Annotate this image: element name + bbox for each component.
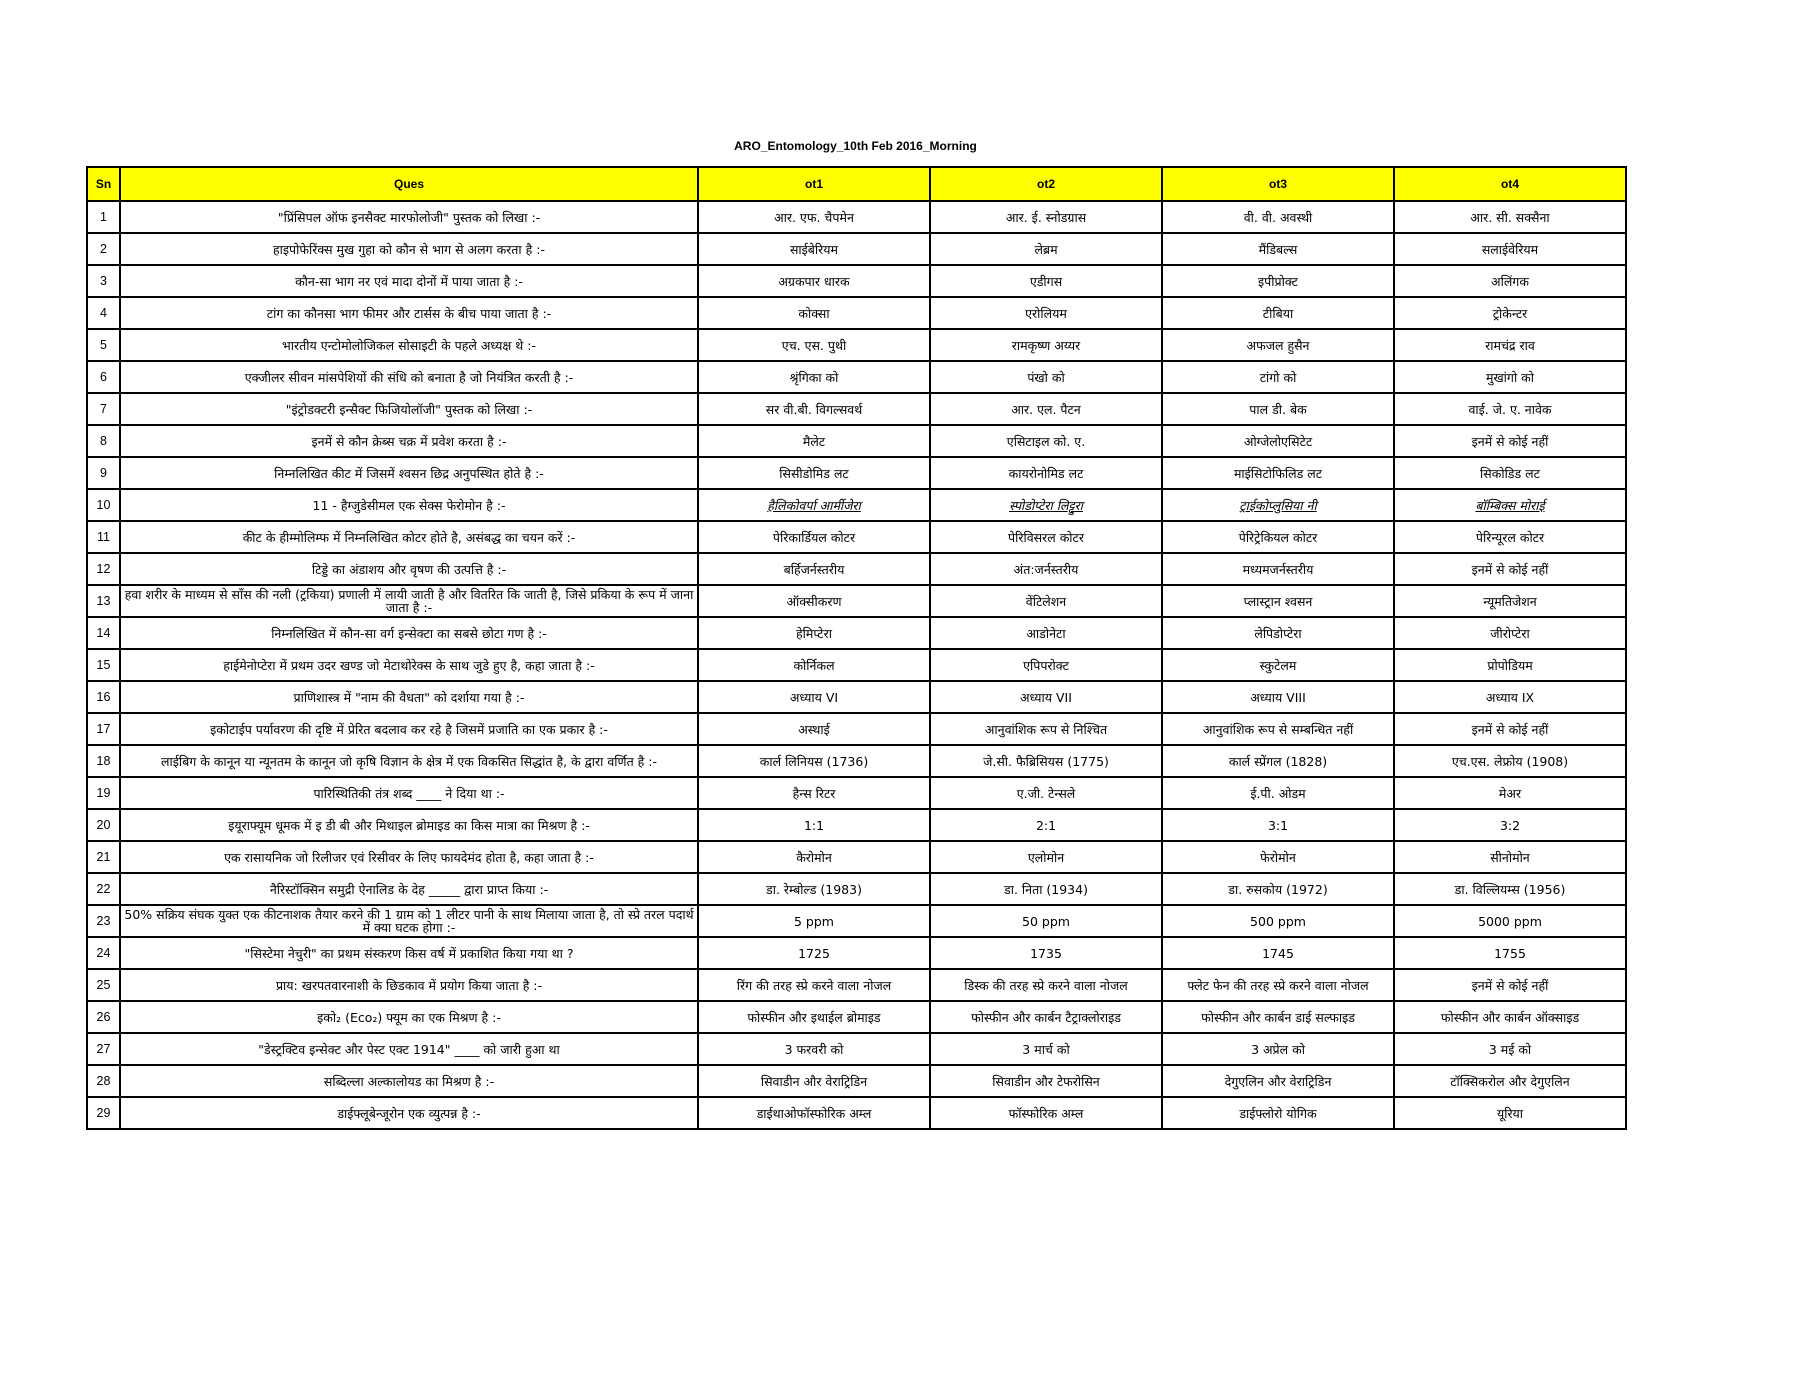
column-header-ot3: ot3 [1162, 167, 1394, 201]
cell-ot1: कैरोमोन [698, 841, 930, 873]
cell-ques: इको₂ (Eco₂) फ्यूम का एक मिश्रण है :- [120, 1001, 698, 1033]
cell-ot4: सीनोमोन [1394, 841, 1626, 873]
cell-ot3: 3 अप्रेल को [1162, 1033, 1394, 1065]
cell-ot1: 1725 [698, 937, 930, 969]
column-header-ot2: ot2 [930, 167, 1162, 201]
cell-ot4: इनमें से कोई नहीं [1394, 969, 1626, 1001]
cell-ques: "इंट्रोडक्टरी इन्सैक्ट फिजियोलॉजी" पुस्तक को लिखा :- [120, 393, 698, 425]
cell-ot1: रिंग की तरह स्प्रे करने वाला नोजल [698, 969, 930, 1001]
cell-ot1: सिसीडोमिड लट [698, 457, 930, 489]
cell-ot2: 3 मार्च को [930, 1033, 1162, 1065]
cell-ot2: अध्याय VII [930, 681, 1162, 713]
table-row [87, 553, 1626, 585]
cell-ot3: फोस्फीन और कार्बन डाई सल्फाइड [1162, 1001, 1394, 1033]
cell-ot4: सलाईवेरियम [1394, 233, 1626, 265]
cell-ot4: मुखांगो को [1394, 361, 1626, 393]
cell-ot3: टीबिया [1162, 297, 1394, 329]
cell-sn: 10 [87, 489, 120, 521]
cell-ot3: ई.पी. ओडम [1162, 777, 1394, 809]
cell-ot1: साईबेरियम [698, 233, 930, 265]
cell-ot2: 2:1 [930, 809, 1162, 841]
cell-sn: 11 [87, 521, 120, 553]
cell-ot4: प्रोपोडियम [1394, 649, 1626, 681]
cell-ot3: प्लास्ट्रान श्वसन [1162, 585, 1394, 617]
cell-ot3: वी. वी. अवस्थी [1162, 201, 1394, 233]
table-row [87, 265, 1626, 297]
cell-ot2: पेरिविसरल कोटर [930, 521, 1162, 553]
table-row [87, 777, 1626, 809]
cell-ot3: डा. रुसकोय (1972) [1162, 873, 1394, 905]
cell-ques: एक रासायनिक जो रिलीजर एवं रिसीवर के लिए फायदेमंद होता है, कहा जाता है :- [120, 841, 698, 873]
cell-ot1: हेमिप्टेरा [698, 617, 930, 649]
table-row [87, 361, 1626, 393]
cell-ot1: सिवाडीन और वेराट्रिडिन [698, 1065, 930, 1097]
cell-ques: इनमें से कौन क्रेब्स चक्र में प्रवेश करता है :- [120, 425, 698, 457]
cell-ot4: अलिंगक [1394, 265, 1626, 297]
cell-ot2: कायरोनोमिड लट [930, 457, 1162, 489]
cell-ques: प्राय: खरपतवारनाशी के छिडकाव में प्रयोग किया जाता है :- [120, 969, 698, 1001]
cell-ot2: रामकृष्ण अय्यर [930, 329, 1162, 361]
cell-ot3: 500 ppm [1162, 905, 1394, 937]
cell-sn: 20 [87, 809, 120, 841]
cell-ot3: 3:1 [1162, 809, 1394, 841]
cell-ot2: आर. एल. पैटन [930, 393, 1162, 425]
cell-ques: सब्दिल्ला अल्कालोयड का मिश्रण है :- [120, 1065, 698, 1097]
cell-ot3: माईसिटोफिलिड लट [1162, 457, 1394, 489]
cell-ot4: 1755 [1394, 937, 1626, 969]
table-row [87, 1065, 1626, 1097]
cell-ot2: वेंटिलेशन [930, 585, 1162, 617]
cell-ques: हाइपोफेरिंक्स मुख गुहा को कौन से भाग से अलग करता है :- [120, 233, 698, 265]
cell-sn: 23 [87, 905, 120, 937]
table-row [87, 681, 1626, 713]
cell-ot2: फॉस्फोरिक अम्ल [930, 1097, 1162, 1129]
cell-ques: पारिस्थितिकी तंत्र शब्द ____ ने दिया था :- [120, 777, 698, 809]
cell-ques: डाईफ्लूबेन्जूरोन एक व्युत्पन्न है :- [120, 1097, 698, 1129]
cell-sn: 14 [87, 617, 120, 649]
cell-ot3: पेरिट्रेकियल कोटर [1162, 521, 1394, 553]
table-row [87, 489, 1626, 521]
cell-ques: "प्रिंसिपल ऑफ इनसैक्ट मारफोलोजी" पुस्तक को लिखा :- [120, 201, 698, 233]
cell-ques: हाईमेनोप्टेरा में प्रथम उदर खण्ड जो मेटाथोरेक्स के साथ जुडे हुए है, कहा जाता है :- [120, 649, 698, 681]
cell-ot1: 1:1 [698, 809, 930, 841]
cell-ques: इकोटाईप पर्यावरण की दृष्टि में प्रेरित बदलाव कर रहे है जिसमें प्रजाति का एक प्रकार है :- [120, 713, 698, 745]
cell-sn: 6 [87, 361, 120, 393]
cell-ot3: मध्यमजर्नस्तरीय [1162, 553, 1394, 585]
table-row [87, 457, 1626, 489]
cell-ot2: आनुवांशिक रूप से निश्चित [930, 713, 1162, 745]
cell-ot4: न्यूमतिजेशन [1394, 585, 1626, 617]
cell-ot3: देगुएलिन और वेराट्रिडिन [1162, 1065, 1394, 1097]
table-row [87, 969, 1626, 1001]
cell-ot4: पेरिन्यूरल कोटर [1394, 521, 1626, 553]
cell-ot2: सिवाडीन और टेफरोसिन [930, 1065, 1162, 1097]
table-row [87, 521, 1626, 553]
cell-ot4: जीरोप्टेरा [1394, 617, 1626, 649]
cell-ot2: ए.जी. टेन्सले [930, 777, 1162, 809]
table-body [87, 201, 1626, 1129]
cell-ot2: 1735 [930, 937, 1162, 969]
table-row [87, 201, 1626, 233]
table-row [87, 585, 1626, 617]
cell-ques: नैरिस्टॉक्सिन समुद्री ऐनालिड के देह _____ द्वारा प्राप्त किया :- [120, 873, 698, 905]
cell-ot1: अस्थाई [698, 713, 930, 745]
cell-ot1: 3 फरवरी को [698, 1033, 930, 1065]
cell-sn: 1 [87, 201, 120, 233]
cell-ot2: एपिपरोक्ट [930, 649, 1162, 681]
cell-ques: 11 - हैग्जुडेसीमल एक सेक्स फेरोमोन है :- [120, 489, 698, 521]
cell-ot4: 3:2 [1394, 809, 1626, 841]
cell-ques: टांग का कौनसा भाग फीमर और टार्सस के बीच पाया जाता है :- [120, 297, 698, 329]
cell-ques: निम्नलिखित में कौन-सा वर्ग इन्सेक्टा का सबसे छोटा गण है :- [120, 617, 698, 649]
cell-ot3: 1745 [1162, 937, 1394, 969]
table-row [87, 713, 1626, 745]
cell-ot2: 50 ppm [930, 905, 1162, 937]
cell-sn: 7 [87, 393, 120, 425]
cell-ot2: डा. निता (1934) [930, 873, 1162, 905]
cell-ot1: डाईथाओफॉस्फोरिक अम्ल [698, 1097, 930, 1129]
cell-ot1: कोक्सा [698, 297, 930, 329]
cell-ot1: मैलेट [698, 425, 930, 457]
cell-ot2: आडोनेटा [930, 617, 1162, 649]
table-row [87, 937, 1626, 969]
table-row [87, 617, 1626, 649]
cell-ot2: फोस्फीन और कार्बन टैट्राक्लोराइड [930, 1001, 1162, 1033]
table-row [87, 233, 1626, 265]
table-row [87, 297, 1626, 329]
cell-ot2: एरोलियम [930, 297, 1162, 329]
cell-sn: 24 [87, 937, 120, 969]
cell-ques: इयूराफ्यूम धूमक में इ डी बी और मिथाइल ब्रोमाइड का किस मात्रा का मिश्रण है :- [120, 809, 698, 841]
cell-ot4: फोस्फीन और कार्बन ऑक्साइड [1394, 1001, 1626, 1033]
table-row [87, 329, 1626, 361]
cell-ot2: अंत:जर्नस्तरीय [930, 553, 1162, 585]
cell-ot1: अग्रकपार धारक [698, 265, 930, 297]
cell-ot3: अफजल हुसैन [1162, 329, 1394, 361]
cell-ot4: बॉम्बिक्स मोराई [1394, 489, 1626, 521]
cell-ot1: 5 ppm [698, 905, 930, 937]
cell-ot4: वाई. जे. ए. नावेक [1394, 393, 1626, 425]
cell-ques: "सिस्टेमा नेचुरी" का प्रथम संस्करण किस वर्ष में प्रकाशित किया गया था ? [120, 937, 698, 969]
cell-ot3: पाल डी. बेक [1162, 393, 1394, 425]
cell-ques: "डेस्ट्रक्टिव इन्सेक्ट और पेस्ट एक्ट 1914" ____ को जारी हुआ था [120, 1033, 698, 1065]
cell-ot4: इनमें से कोई नहीं [1394, 713, 1626, 745]
table-row [87, 809, 1626, 841]
cell-ot3: ओग्जेलोएसिटेट [1162, 425, 1394, 457]
cell-ot2: स्पोडोप्टेरा लिट्टुरा [930, 489, 1162, 521]
cell-ot2: जे.सी. फैब्रिसियस (1775) [930, 745, 1162, 777]
cell-ques: हवा शरीर के माध्यम से साँस की नली (ट्रकिया) प्रणाली में लायी जाती है और वितरित कि जाती है, जिसे प्रकिया के रूप में जाना जाता है :- [120, 585, 698, 617]
cell-ot1: ऑक्सीकरण [698, 585, 930, 617]
cell-ot2: एसिटाइल को. ए. [930, 425, 1162, 457]
cell-ot3: इपीप्रोक्ट [1162, 265, 1394, 297]
cell-ot3: स्कुटेलम [1162, 649, 1394, 681]
cell-ot4: अध्याय IX [1394, 681, 1626, 713]
cell-sn: 3 [87, 265, 120, 297]
cell-ques: प्राणिशास्त्र में "नाम की वैधता" को दर्शाया गया है :- [120, 681, 698, 713]
cell-sn: 8 [87, 425, 120, 457]
cell-ot4: 5000 ppm [1394, 905, 1626, 937]
cell-ot3: डाईफ्लोरो योगिक [1162, 1097, 1394, 1129]
cell-ot1: पेरिकार्डियल कोटर [698, 521, 930, 553]
cell-ques: कौन-सा भाग नर एवं मादा दोनों में पाया जाता है :- [120, 265, 698, 297]
cell-ot4: मेअर [1394, 777, 1626, 809]
cell-ot3: टांगो को [1162, 361, 1394, 393]
table-row [87, 873, 1626, 905]
cell-sn: 26 [87, 1001, 120, 1033]
cell-ot4: आर. सी. सक्सैना [1394, 201, 1626, 233]
cell-ot1: डा. रेम्बोल्ड (1983) [698, 873, 930, 905]
cell-ot4: 3 मई को [1394, 1033, 1626, 1065]
cell-ot3: फ्लेट फेन की तरह स्प्रे करने वाला नोजल [1162, 969, 1394, 1001]
cell-ot1: हैलिकोवर्पा आर्मीजेरा [698, 489, 930, 521]
cell-ot3: आनुवांशिक रूप से सम्बन्धित नहीं [1162, 713, 1394, 745]
cell-ot2: लेब्रम [930, 233, 1162, 265]
cell-sn: 18 [87, 745, 120, 777]
cell-ot3: कार्ल स्प्रेंगल (1828) [1162, 745, 1394, 777]
cell-ot4: इनमें से कोई नहीं [1394, 425, 1626, 457]
cell-ot3: मैंडिबल्स [1162, 233, 1394, 265]
cell-ot1: एच. एस. पुथी [698, 329, 930, 361]
table-row [87, 425, 1626, 457]
cell-ot2: डिस्क की तरह स्प्रे करने वाला नोजल [930, 969, 1162, 1001]
table-row [87, 841, 1626, 873]
column-header-ot4: ot4 [1394, 167, 1626, 201]
cell-sn: 13 [87, 585, 120, 617]
cell-ques: एक्जीलर सीवन मांसपेशियों की संधि को बनाता है जो नियंत्रित करती है :- [120, 361, 698, 393]
cell-sn: 21 [87, 841, 120, 873]
cell-ot3: ट्राईकोप्लुसिया नी [1162, 489, 1394, 521]
cell-ot4: सिकोडिड लट [1394, 457, 1626, 489]
column-header-ques: Ques [120, 167, 698, 201]
cell-ot4: यूरिया [1394, 1097, 1626, 1129]
column-header-sn: Sn [87, 167, 120, 201]
cell-ot1: कार्ल लिनियस (1736) [698, 745, 930, 777]
table-row [87, 649, 1626, 681]
cell-sn: 2 [87, 233, 120, 265]
cell-sn: 5 [87, 329, 120, 361]
cell-ot4: डा. विल्लियम्स (1956) [1394, 873, 1626, 905]
table-row [87, 905, 1626, 937]
cell-ques: टिड्डे का अंडाशय और वृषण की उत्पत्ति है :- [120, 553, 698, 585]
cell-ot4: टॉक्सिकरोल और देगुएलिन [1394, 1065, 1626, 1097]
cell-sn: 4 [87, 297, 120, 329]
cell-ot4: एच.एस. लेफ्रोय (1908) [1394, 745, 1626, 777]
cell-sn: 22 [87, 873, 120, 905]
header-row [87, 167, 1626, 201]
cell-ot2: पंखो को [930, 361, 1162, 393]
cell-ot1: हैन्स रिटर [698, 777, 930, 809]
cell-ot3: लेपिडोप्टेरा [1162, 617, 1394, 649]
cell-sn: 19 [87, 777, 120, 809]
cell-sn: 16 [87, 681, 120, 713]
cell-ques: निम्नलिखित कीट में जिसमें श्वसन छिद्र अनुपस्थित होते है :- [120, 457, 698, 489]
column-header-ot1: ot1 [698, 167, 930, 201]
cell-ot1: आर. एफ. चैपमेन [698, 201, 930, 233]
cell-ot1: फोस्फीन और इथाईल ब्रोमाइड [698, 1001, 930, 1033]
cell-ques: भारतीय एन्टोमोलोजिकल सोसाइटी के पहले अध्यक्ष थे :- [120, 329, 698, 361]
cell-ot1: कोर्निकल [698, 649, 930, 681]
cell-ot3: फेरोमोन [1162, 841, 1394, 873]
cell-ot4: इनमें से कोई नहीं [1394, 553, 1626, 585]
cell-ot4: ट्रोकेन्टर [1394, 297, 1626, 329]
cell-sn: 17 [87, 713, 120, 745]
cell-ot3: अध्याय VIII [1162, 681, 1394, 713]
question-table [86, 166, 1627, 1130]
cell-ques: 50% सक्रिय संघक युक्त एक कीटनाशक तैयार करने की 1 ग्राम को 1 लीटर पानी के साथ मिलाया जाता है, तो स्प्रे तरल पदार्थ में क्या घटक होगा :- [120, 905, 698, 937]
cell-sn: 29 [87, 1097, 120, 1129]
table-row [87, 1097, 1626, 1129]
document-title: ARO_Entomology_10th Feb 2016_Morning [734, 139, 977, 153]
table-row [87, 1033, 1626, 1065]
cell-ques: कीट के हीम्मोलिम्फ में निम्नलिखित कोटर होते है, असंबद्ध का चयन करें :- [120, 521, 698, 553]
cell-ot1: श्रृंगिका को [698, 361, 930, 393]
cell-ot1: अध्याय VI [698, 681, 930, 713]
cell-sn: 9 [87, 457, 120, 489]
cell-sn: 25 [87, 969, 120, 1001]
cell-ques: लाईबिग के कानून या न्यूनतम के कानून जो कृषि विज्ञान के क्षेत्र में एक विकसित सिद्धांत है, के द्वारा वर्णित है :- [120, 745, 698, 777]
cell-ot1: बर्हिजर्नस्तरीय [698, 553, 930, 585]
table-row [87, 1001, 1626, 1033]
cell-ot2: एलोमोन [930, 841, 1162, 873]
cell-sn: 12 [87, 553, 120, 585]
table-row [87, 393, 1626, 425]
cell-ot1: सर वी.बी. विगल्सवर्थ [698, 393, 930, 425]
cell-sn: 28 [87, 1065, 120, 1097]
cell-ot2: आर. ई. स्नोडग्रास [930, 201, 1162, 233]
cell-ot2: एडीगस [930, 265, 1162, 297]
table-row [87, 745, 1626, 777]
cell-ot4: रामचंद्र राव [1394, 329, 1626, 361]
cell-sn: 15 [87, 649, 120, 681]
cell-sn: 27 [87, 1033, 120, 1065]
